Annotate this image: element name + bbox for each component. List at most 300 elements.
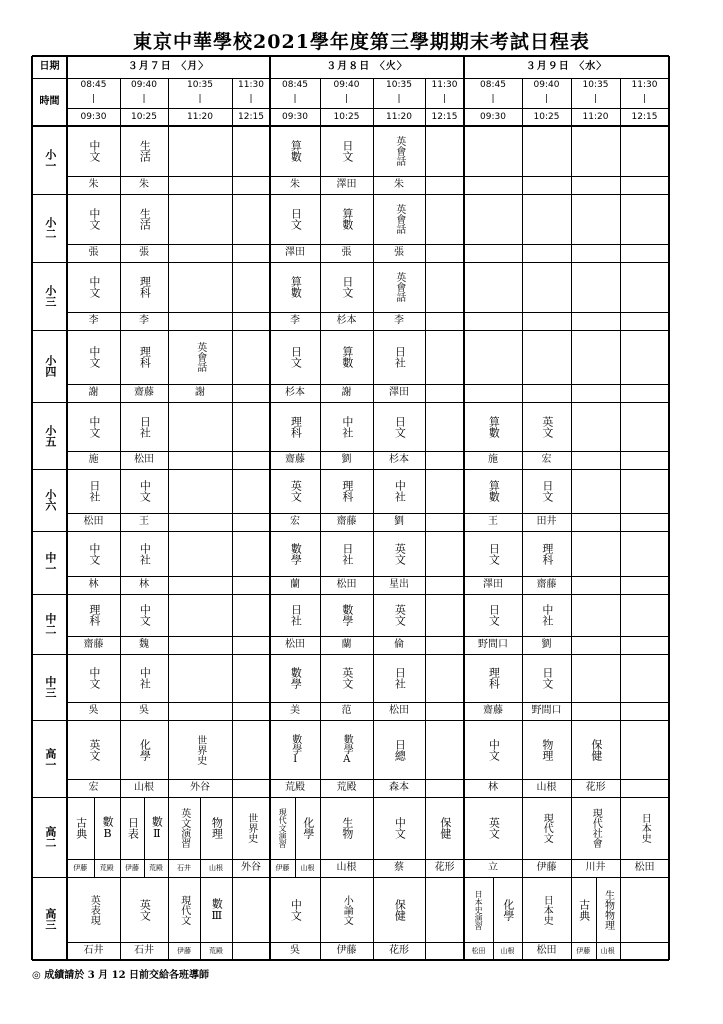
teacher-cell: 張 xyxy=(139,247,149,259)
subject-cell xyxy=(168,594,232,636)
teacher-cell: 伊藤 xyxy=(536,862,557,874)
teacher-row-line xyxy=(67,384,669,385)
subject-cell: 英會話 xyxy=(194,342,206,372)
teacher-cell xyxy=(571,384,620,402)
teacher-cell xyxy=(571,176,620,194)
day-header: ３月８日 〈火〉 xyxy=(326,61,408,73)
class-label: 高二 xyxy=(43,826,57,848)
teacher-cell: 王 xyxy=(139,516,149,528)
subject-cell xyxy=(522,330,571,384)
period-separator: | xyxy=(142,93,146,104)
teacher-cell: 齋藤 xyxy=(83,639,104,651)
teacher-cell: 謝 xyxy=(88,387,99,399)
teacher-cell: 謝 xyxy=(195,387,205,399)
teacher-cell: 伊藤 xyxy=(73,863,88,872)
class-label: 小五 xyxy=(43,424,57,447)
teacher-cell: 川井 xyxy=(585,862,606,874)
column-line xyxy=(522,78,523,960)
subject-cell: 中文 xyxy=(87,667,101,689)
row-line xyxy=(32,262,669,263)
teacher-cell xyxy=(232,176,270,194)
period-separator: | xyxy=(198,93,202,104)
teacher-cell: 松田 xyxy=(83,516,104,528)
subject-cell xyxy=(522,262,571,312)
subject-cell: 日文 xyxy=(289,346,303,368)
subject-cell xyxy=(620,402,669,451)
subject-cell: 理科 xyxy=(289,415,303,438)
subject-cell: 英文 xyxy=(289,480,303,502)
teacher-cell xyxy=(620,576,669,594)
period-separator: | xyxy=(491,93,495,104)
teacher-cell xyxy=(232,384,270,402)
subject-cell: 現代文演習 xyxy=(278,808,288,848)
subject-cell xyxy=(425,594,464,636)
teacher-cell: 山根 xyxy=(336,862,357,874)
teacher-cell: 山根 xyxy=(209,863,223,872)
teacher-row-line xyxy=(67,576,669,577)
teacher-cell xyxy=(571,576,620,594)
teacher-cell xyxy=(168,702,232,720)
subject-cell: 算數 xyxy=(487,415,501,438)
teacher-cell xyxy=(571,451,620,469)
split-line xyxy=(94,797,95,877)
subject-cell: 日文 xyxy=(540,667,554,689)
column-line xyxy=(373,78,374,960)
teacher-cell xyxy=(522,244,571,262)
teacher-cell: 林 xyxy=(488,782,498,794)
teacher-cell xyxy=(620,513,669,531)
page-title: 東京中華學校2021學年度第三學期期末考試日程表 xyxy=(133,31,590,53)
period-start-time: 09:40 xyxy=(533,80,560,91)
teacher-cell xyxy=(522,384,571,402)
teacher-cell xyxy=(232,451,270,469)
teacher-cell: 松田 xyxy=(285,639,305,651)
teacher-cell xyxy=(425,513,464,531)
period-end-time: 11:20 xyxy=(386,111,412,122)
class-label: 中二 xyxy=(43,613,57,635)
teacher-cell: 花形 xyxy=(434,862,455,874)
teacher-cell: 朱 xyxy=(139,179,149,191)
period-separator: | xyxy=(397,93,401,104)
teacher-cell xyxy=(168,513,232,531)
teacher-cell: 蘭 xyxy=(290,579,300,591)
teacher-cell: 松田 xyxy=(471,946,486,955)
split-line xyxy=(493,877,494,960)
teacher-cell: 澤田 xyxy=(483,579,503,591)
subject-cell: 日文 xyxy=(340,276,354,298)
teacher-row-line xyxy=(67,636,669,637)
teacher-cell xyxy=(620,451,669,469)
teacher-cell: 澤田 xyxy=(285,247,305,259)
period-end-time: 10:25 xyxy=(333,111,360,122)
row-line xyxy=(32,469,669,470)
teacher-cell xyxy=(232,244,270,262)
teacher-cell: 山根 xyxy=(536,782,557,794)
column-line xyxy=(463,56,465,960)
teacher-cell xyxy=(522,176,571,194)
split-line xyxy=(200,797,201,877)
subject-cell: 中文 xyxy=(87,542,101,565)
subject-cell: 世界史 xyxy=(194,734,206,765)
period-start-time: 08:45 xyxy=(282,80,308,91)
teacher-cell: 田井 xyxy=(536,516,557,528)
teacher-cell: 花形 xyxy=(585,782,606,794)
teacher-cell: 松田 xyxy=(134,454,154,466)
subject-cell: 中文 xyxy=(87,140,101,162)
teacher-cell xyxy=(620,312,669,330)
subject-cell: 理科 xyxy=(138,346,152,368)
subject-cell: 中文 xyxy=(138,480,152,502)
class-label: 高三 xyxy=(43,907,57,930)
teacher-cell xyxy=(232,513,270,531)
column-line xyxy=(31,56,33,960)
subject-cell: 中文 xyxy=(487,738,501,761)
period-end-time: 12:15 xyxy=(238,111,264,122)
teacher-row-line xyxy=(67,859,669,860)
split-line xyxy=(144,797,145,877)
class-label: 高一 xyxy=(43,747,57,770)
teacher-cell: 杉本 xyxy=(336,315,357,327)
column-line xyxy=(66,56,68,960)
teacher-cell: 松田 xyxy=(536,945,557,957)
subject-cell xyxy=(571,531,620,576)
subject-cell: 保健 xyxy=(438,817,452,839)
teacher-cell: 山根 xyxy=(134,782,154,794)
subject-cell: 數學 xyxy=(340,604,354,626)
subject-cell: 化學 xyxy=(138,738,152,761)
subject-cell: 現代文 xyxy=(541,813,553,843)
teacher-cell: 荒殿 xyxy=(285,782,305,794)
class-label: 小一 xyxy=(43,149,57,171)
subject-cell: 日社 xyxy=(340,542,354,565)
teacher-cell xyxy=(232,702,270,720)
subject-cell xyxy=(620,531,669,576)
subject-cell: 日社 xyxy=(289,604,303,626)
teacher-cell: 吳 xyxy=(290,945,300,957)
teacher-cell: 張 xyxy=(341,247,352,259)
period-separator: | xyxy=(91,93,96,104)
subject-cell: 保健 xyxy=(589,738,603,761)
column-line xyxy=(571,78,572,960)
teacher-cell: 李 xyxy=(394,315,404,327)
teacher-cell: 吳 xyxy=(139,705,149,717)
subject-cell: 中文 xyxy=(87,276,101,298)
teacher-cell: 伊藤 xyxy=(177,946,191,955)
subject-cell: 數學Ⅰ xyxy=(289,734,301,765)
period-separator: | xyxy=(593,93,598,104)
subject-cell: 中文 xyxy=(289,898,303,921)
subject-cell xyxy=(464,330,522,384)
subject-cell: 古典 xyxy=(74,817,88,839)
teacher-row-line xyxy=(67,244,669,245)
teacher-cell: 林 xyxy=(88,579,99,591)
subject-cell xyxy=(571,194,620,244)
subject-cell: 日表 xyxy=(126,817,140,839)
subject-cell xyxy=(425,402,464,451)
teacher-cell: 伊藤 xyxy=(336,945,357,957)
teacher-row-line xyxy=(67,176,669,177)
subject-cell xyxy=(425,469,464,513)
subject-cell xyxy=(571,262,620,312)
subject-cell xyxy=(168,531,232,576)
column-line xyxy=(120,78,121,960)
teacher-cell xyxy=(168,451,232,469)
column-line xyxy=(425,78,426,960)
teacher-cell: 星出 xyxy=(389,579,409,591)
subject-cell: 現代文 xyxy=(178,894,190,925)
teacher-cell xyxy=(168,176,232,194)
subject-cell: 英會話 xyxy=(393,272,405,302)
split-line xyxy=(295,797,296,877)
teacher-cell: 松田 xyxy=(634,862,655,874)
teacher-cell: 施 xyxy=(488,454,498,466)
subject-cell: 物理 xyxy=(210,817,224,839)
period-end-time: 10:25 xyxy=(533,111,560,122)
period-separator: | xyxy=(293,93,297,104)
subject-cell xyxy=(620,654,669,702)
period-start-time: 09:40 xyxy=(131,80,157,91)
teacher-cell: 石井 xyxy=(83,945,104,957)
column-line xyxy=(320,78,321,960)
teacher-cell xyxy=(620,176,669,194)
teacher-cell: 野間口 xyxy=(531,705,562,717)
subject-cell: 日本史演習 xyxy=(474,889,484,930)
teacher-cell: 齋藤 xyxy=(134,387,154,399)
subject-cell xyxy=(232,531,270,576)
subject-cell xyxy=(571,126,620,176)
subject-cell xyxy=(425,126,464,176)
period-end-time: 12:15 xyxy=(631,111,658,122)
teacher-cell xyxy=(168,636,232,654)
subject-cell: 物理 xyxy=(540,738,554,761)
subject-cell: 中社 xyxy=(393,480,407,502)
subject-cell xyxy=(620,262,669,312)
class-label: 小四 xyxy=(43,355,57,377)
teacher-cell: 李 xyxy=(139,315,149,327)
subject-cell: 算數 xyxy=(340,346,354,368)
period-start-time: 10:35 xyxy=(582,80,609,91)
subject-cell: 現代社會 xyxy=(590,808,602,848)
period-separator: | xyxy=(544,93,549,104)
teacher-cell xyxy=(425,312,464,330)
subject-cell: 數Ⅲ xyxy=(210,897,224,922)
teacher-cell: 花形 xyxy=(389,945,409,957)
teacher-cell: 杉本 xyxy=(389,454,409,466)
row-line xyxy=(32,654,669,655)
teacher-cell: 澤田 xyxy=(336,179,357,191)
subject-cell: 中文 xyxy=(138,604,152,626)
time-divider-line xyxy=(67,108,669,109)
subject-cell: 英文 xyxy=(87,738,101,761)
subject-cell xyxy=(232,330,270,384)
subject-cell: 日社 xyxy=(393,667,407,689)
teacher-cell: 齋藤 xyxy=(536,579,557,591)
teacher-cell xyxy=(425,942,464,960)
teacher-cell: 宏 xyxy=(290,516,300,528)
subject-cell xyxy=(425,654,464,702)
subject-cell xyxy=(620,126,669,176)
teacher-cell xyxy=(571,244,620,262)
subject-cell: 數學A xyxy=(341,734,353,765)
teacher-cell xyxy=(464,384,522,402)
subject-cell xyxy=(620,877,669,942)
teacher-cell xyxy=(620,942,669,960)
period-end-time: 09:30 xyxy=(282,111,308,122)
teacher-cell xyxy=(522,312,571,330)
period-separator: | xyxy=(642,93,647,104)
teacher-cell: 倫 xyxy=(394,639,404,651)
teacher-cell xyxy=(425,451,464,469)
subject-cell xyxy=(620,594,669,636)
teacher-cell: 李 xyxy=(88,315,99,327)
subject-cell: 理科 xyxy=(540,542,554,565)
subject-cell xyxy=(232,654,270,702)
row-line xyxy=(32,125,669,127)
time-label: 時間 xyxy=(39,96,60,108)
teacher-row-line xyxy=(67,312,669,313)
subject-cell xyxy=(168,194,232,244)
subject-cell xyxy=(232,594,270,636)
row-line xyxy=(32,720,669,721)
subject-cell: 英會話 xyxy=(393,204,405,234)
teacher-row-line xyxy=(67,451,669,452)
subject-cell: 日總 xyxy=(393,738,407,761)
class-label: 中三 xyxy=(43,676,57,698)
teacher-cell: 謝 xyxy=(341,387,352,399)
subject-cell: 理科 xyxy=(87,604,101,626)
teacher-cell xyxy=(464,312,522,330)
teacher-cell xyxy=(425,779,464,797)
teacher-cell: 魏 xyxy=(139,639,149,651)
teacher-cell: 張 xyxy=(88,247,99,259)
teacher-cell: 朱 xyxy=(290,179,300,191)
subject-cell xyxy=(232,402,270,451)
teacher-cell xyxy=(620,636,669,654)
subject-cell: 中社 xyxy=(540,604,554,626)
teacher-cell: 施 xyxy=(88,454,99,466)
subject-cell xyxy=(425,330,464,384)
subject-cell: 英會話 xyxy=(393,136,405,166)
subject-cell xyxy=(620,720,669,779)
teacher-cell xyxy=(571,312,620,330)
subject-cell: 日社 xyxy=(87,480,101,502)
column-line xyxy=(668,56,670,960)
period-start-time: 11:30 xyxy=(238,80,264,91)
subject-cell: 保健 xyxy=(393,898,407,921)
teacher-cell xyxy=(425,176,464,194)
teacher-cell: 荒殿 xyxy=(209,946,223,955)
subject-cell: 古典 xyxy=(577,898,591,921)
subject-cell: 中文 xyxy=(393,817,407,839)
teacher-cell xyxy=(232,779,270,797)
split-line xyxy=(200,877,201,960)
subject-cell: 日文 xyxy=(289,208,303,230)
class-label: 中一 xyxy=(43,551,57,574)
subject-cell: 日社 xyxy=(138,415,152,438)
subject-cell xyxy=(168,654,232,702)
teacher-cell: 杉本 xyxy=(285,387,305,399)
subject-cell: 中文 xyxy=(87,415,101,438)
subject-cell: 算數 xyxy=(289,276,303,298)
row-line xyxy=(32,594,669,595)
subject-cell xyxy=(168,402,232,451)
subject-cell: 理科 xyxy=(138,276,152,298)
subject-cell: 中文 xyxy=(87,346,101,368)
subject-cell xyxy=(425,194,464,244)
teacher-row-line xyxy=(67,702,669,703)
subject-cell xyxy=(232,262,270,312)
subject-cell: 英文 xyxy=(393,604,407,626)
subject-cell xyxy=(168,126,232,176)
teacher-cell: 松田 xyxy=(336,579,357,591)
teacher-cell: 朱 xyxy=(88,179,99,191)
teacher-cell xyxy=(425,576,464,594)
teacher-cell: 朱 xyxy=(394,179,404,191)
subject-cell: 日文 xyxy=(340,140,354,162)
teacher-cell xyxy=(232,942,270,960)
subject-cell: 英文 xyxy=(487,817,501,839)
teacher-cell: 山根 xyxy=(600,946,615,955)
teacher-cell: 荒殿 xyxy=(99,863,114,872)
period-end-time: 10:25 xyxy=(131,111,157,122)
teacher-cell: 外谷 xyxy=(241,862,261,874)
teacher-cell xyxy=(620,702,669,720)
subject-cell xyxy=(620,330,669,384)
teacher-cell xyxy=(571,636,620,654)
period-end-time: 09:30 xyxy=(480,111,506,122)
teacher-cell xyxy=(620,244,669,262)
teacher-cell xyxy=(620,779,669,797)
teacher-cell: 吳 xyxy=(88,705,99,717)
subject-cell: 數學 xyxy=(289,542,303,565)
date-label: 日期 xyxy=(39,61,60,73)
teacher-cell: 齋藤 xyxy=(285,454,305,466)
subject-cell: 中文 xyxy=(87,208,101,230)
subject-cell xyxy=(620,469,669,513)
subject-cell xyxy=(425,877,464,942)
subject-cell: 算數 xyxy=(340,208,354,230)
teacher-cell: 森本 xyxy=(389,782,409,794)
period-start-time: 10:35 xyxy=(386,80,412,91)
teacher-cell: 野間口 xyxy=(478,639,508,651)
teacher-cell: 劉 xyxy=(541,639,552,651)
subject-cell: 日文 xyxy=(393,415,407,438)
teacher-cell xyxy=(232,636,270,654)
teacher-cell: 蘭 xyxy=(341,639,352,651)
teacher-cell: 山根 xyxy=(300,863,315,872)
period-start-time: 08:45 xyxy=(480,80,506,91)
subject-cell: 化學 xyxy=(301,817,315,839)
subject-cell: 數學 xyxy=(289,667,303,689)
teacher-cell: 林 xyxy=(139,579,149,591)
period-separator: | xyxy=(249,93,253,104)
teacher-cell xyxy=(168,312,232,330)
teacher-cell: 齋藤 xyxy=(483,705,503,717)
period-start-time: 11:30 xyxy=(631,80,658,91)
subject-cell: 理科 xyxy=(487,667,501,689)
subject-cell: 英文 xyxy=(340,667,354,689)
subject-cell: 化學 xyxy=(501,898,515,921)
period-start-time: 11:30 xyxy=(431,80,458,91)
teacher-cell: 石井 xyxy=(134,945,154,957)
teacher-cell: 松田 xyxy=(389,705,409,717)
day-header: ３月７日 〈月〉 xyxy=(127,61,210,73)
period-end-time: 11:20 xyxy=(582,111,609,122)
subject-cell: 算數 xyxy=(289,140,303,162)
column-line xyxy=(620,78,621,960)
teacher-cell xyxy=(168,244,232,262)
period-separator: | xyxy=(442,93,447,104)
